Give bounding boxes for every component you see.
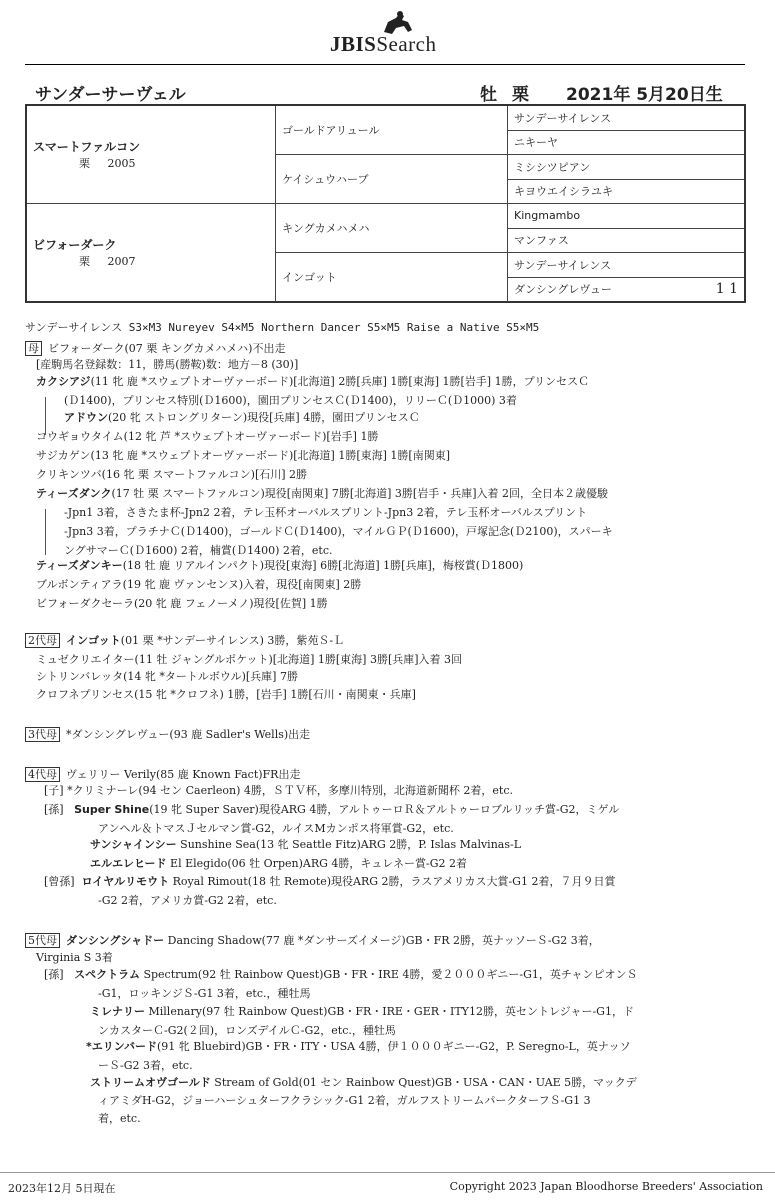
family-line <box>98 987 310 1001</box>
line-text: -G1，ロッキンジＳ-G1 3着，etc.，種牡馬 <box>98 987 311 1000</box>
family-line <box>25 768 300 782</box>
generation-tag: 4代母 <box>25 767 60 782</box>
horse-name-bold: サンシャインシー <box>90 838 177 851</box>
line-text: ングサマーＣ(Ｄ1600) 2着，楠賞(Ｄ1400) 2着，etc. <box>64 544 333 557</box>
family-line <box>36 578 361 592</box>
generation-tag: 3代母 <box>25 727 60 742</box>
line-text: (01 栗 *サンデーサイレンス) 3勝，紫苑Ｓ-Ｌ <box>120 634 345 647</box>
jbis-search-logo <box>330 10 460 55</box>
footer-copyright: Copyright 2023 Japan Bloodhorse Breeders' Association <box>449 1180 763 1193</box>
dam-cell <box>26 204 276 303</box>
line-text: (19 牝 Super Saver)現役ARG 4勝，アルトゥーロＲ＆アルトゥーロブルリッチ賞-G2，ミゲル <box>149 803 620 816</box>
family-line <box>90 857 467 871</box>
family-line <box>36 487 608 501</box>
horse-name-bold: ティーズダンク <box>36 487 112 500</box>
sire-color: 栗 <box>79 157 90 170</box>
line-text: El Elegido(06 牡 Orpen)ARG 4勝，キュレネー賞-G2 2着 <box>166 857 468 870</box>
line-text: クロフネプリンセス(15 牝 *クロフネ) 1勝，[岩手] 1勝[石川・南関東・兵庫] <box>36 688 416 701</box>
line-text: [子] *クリミナーレ(94 セン Caerleon) 4勝，ＳＴＶ杯，多摩川特別，北海道新聞杯 2着，etc. <box>44 784 513 797</box>
line-text: ビフォーダクセーラ(20 牝 鹿 フェノーメノ)現役[佐賀] 1勝 <box>36 597 328 610</box>
grandsire-cell: インゴット <box>276 253 508 303</box>
family-line <box>98 1112 141 1126</box>
family-line <box>64 525 613 539</box>
family-line <box>25 342 285 356</box>
family-line <box>64 411 420 425</box>
family-line <box>44 803 619 817</box>
header-divider <box>25 64 745 65</box>
dam-year: 2007 <box>107 255 136 268</box>
logo-text-search: Search <box>376 32 437 56</box>
line-text: アンヘル＆トマスＪセルマン賞-G2，ルイスMカンポス将軍賞-G2，etc. <box>98 822 454 835</box>
relation-label: [孫] <box>44 803 75 816</box>
great-grandsire-cell: Kingmambo <box>508 204 746 229</box>
family-line <box>86 1040 631 1054</box>
grandsire-cell: ケイシュウハーブ <box>276 155 508 204</box>
family-line <box>36 688 416 702</box>
line-text: -Jpn1 3着，さきたま杯-Jpn2 2着，テレ玉杯オーバルスプリント-Jpn3 2着，テレ玉杯オーバルスプリント <box>64 506 588 519</box>
family-line <box>98 894 277 908</box>
family-line <box>36 559 523 573</box>
line-text: *ダンシングレヴュー(93 鹿 Sadler's Wells)出走 <box>66 728 311 741</box>
great-grandsire-cell: キヨウエイシラユキ <box>508 179 746 204</box>
dam-name: ビフォーダーク <box>33 238 117 252</box>
horse-name-bold: ティーズダンキー <box>36 559 123 572</box>
family-line <box>44 875 615 889</box>
generation-tag: 5代母 <box>25 933 60 948</box>
family-line <box>36 375 589 389</box>
great-grandsire-cell: サンデーサイレンス <box>508 253 746 278</box>
family-line <box>25 634 344 648</box>
family-line <box>98 1024 396 1038</box>
family-line <box>64 544 333 558</box>
family-line <box>36 358 298 372</box>
line-text: ンカスターＣ-G2(２回)，ロンズデイルＣ-G2，etc.，種牡馬 <box>98 1024 396 1037</box>
line-text: Millenary(97 牡 Rainbow Quest)GB・FR・IRE・GER・ITY12勝，英セントレジャー-G1，ド <box>145 1005 634 1018</box>
line-text: (11 牝 鹿 *スウェプトオーヴァーボード)[北海道] 2勝[兵庫] 1勝[東海] 1勝[岩手] 1勝，プリンセスＣ <box>90 375 590 388</box>
logo-text-jbis: JBIS <box>330 32 377 56</box>
line-text: (Ｄ1400)，プリンセス特別(Ｄ1600)，園田プリンセスＣ(Ｄ1400)，リリーＣ(Ｄ1000) 3着 <box>64 394 517 407</box>
line-text: ーＳ-G2 3着，etc. <box>98 1059 193 1072</box>
family-line <box>44 968 638 982</box>
great-grandsire-cell: ニキーヤ <box>508 130 746 155</box>
horse-color: 栗 <box>512 85 529 105</box>
family-line <box>36 597 328 611</box>
family-line <box>90 838 521 852</box>
family-line <box>36 468 307 482</box>
line-text: ブルボンティアラ(19 牝 鹿 ヴァンセンヌ)入着，現役[南関東] 2勝 <box>36 578 362 591</box>
horse-name-bold: *エリンバード <box>86 1040 157 1053</box>
sire-cell <box>26 105 276 204</box>
inbreeding-summary: サンデーサイレンス S3×M3 Nureyev S4×M5 Northern Dancer S5×M5 Raise a Native S5×M5 <box>25 321 540 334</box>
line-text: サジカゲン(13 牝 鹿 *スウェプトオーヴァーボード)[北海道] 1勝[東海] 1勝[南関東] <box>36 449 450 462</box>
line-text: (17 牡 栗 スマートファルコン)現役[南関東] 7勝[北海道] 3勝[岩手・兵庫]入着 2回，全日本２歳優駿 <box>111 487 609 500</box>
family-line <box>44 784 513 798</box>
ggs-extra: 1 1 <box>715 281 738 298</box>
family-line <box>36 951 113 965</box>
relation-label: [曾孫] <box>44 875 82 888</box>
relation-label: [孫] <box>44 968 75 981</box>
tree-connector <box>45 509 46 555</box>
family-line <box>64 394 517 408</box>
line-text: (20 牝 ストロングリターン)現役[兵庫] 4勝，園田プリンセスＣ <box>108 411 420 424</box>
line-text: -G2 2着，アメリカ賞-G2 2着，etc. <box>98 894 277 907</box>
footer-divider <box>0 1172 775 1173</box>
horse-name-bold: カクシアジ <box>36 375 91 388</box>
line-text: (91 牝 Bluebird)GB・FR・ITY・USA 4勝，伊１０００ギニー-G2，P. Seregno-L，英ナッソ <box>156 1040 631 1053</box>
horse-name-bold: ダンシングシャドー <box>66 934 165 947</box>
footer-date: 2023年12月 5日現在 <box>8 1182 116 1195</box>
line-text: ィアミダH-G2，ジョーハーシュターフクラシック-G1 2着，ガルフストリームパークターフＳ-G1 3 <box>98 1094 591 1107</box>
grandsire-cell: ゴールドアリュール <box>276 105 508 155</box>
generation-tag: 母 <box>25 341 42 356</box>
line-text: [産駒馬名登録数：11，勝馬(勝鞍)数：地方－8 (30)] <box>36 358 299 371</box>
line-text: ビフォーダーク(07 栗 キングカメハメハ)不出走 <box>48 342 286 355</box>
family-line <box>36 670 298 684</box>
line-text: ヴェリリー Verily(85 鹿 Known Fact)FR出走 <box>66 768 301 781</box>
family-line <box>36 430 378 444</box>
line-text: Stream of Gold(01 セン Rainbow Quest)GB・USA・CAN・UAE 5勝，マックデ <box>210 1076 637 1089</box>
pedigree-table <box>25 104 746 303</box>
horse-name-bold: インゴット <box>66 634 121 647</box>
line-text: Dancing Shadow(77 鹿 *ダンサーズイメージ)GB・FR 2勝，英ナッソーＳ-G2 3着， <box>164 934 600 947</box>
horse-birth: 2021年 5月20日生 <box>566 85 723 105</box>
line-text: Royal Rimout(18 牡 Remote)現役ARG 2勝，ラスアメリカス大賞-G1 2着，７月９日賞 <box>169 875 616 888</box>
family-line <box>25 728 310 742</box>
line-text: シトリンバレッタ(14 牝 *タートルボウル)[兵庫] 7勝 <box>36 670 298 683</box>
great-grandsire-cell: サンデーサイレンス <box>508 105 746 130</box>
line-text: ミュゼクリエイター(11 牡 ジャングルポケット)[北海道] 1勝[東海] 3勝[兵庫]入着 3回 <box>36 653 463 666</box>
line-text: -Jpn3 3着，プラチナＣ(Ｄ1400)，ゴールドＣ(Ｄ1400)，マイルＧＰ(Ｄ1600)，戸塚記念(Ｄ2100)，スパーキ <box>64 525 613 538</box>
family-line <box>25 934 600 948</box>
horse-sex: 牡 <box>480 85 497 105</box>
horse-name-bold: ロイヤルリモウト <box>81 875 170 888</box>
line-text: クリキンツバ(16 牝 栗 スマートファルコン)[石川] 2勝 <box>36 468 308 481</box>
horse-name-bold: ストリームオヴゴールド <box>90 1076 211 1089</box>
horse-name-bold: スペクトラム <box>74 968 140 981</box>
family-line <box>90 1076 637 1090</box>
great-grandsire-cell: マンファス <box>508 228 746 253</box>
line-text: Sunshine Sea(13 牝 Seattle Fitz)ARG 2勝，P. Islas Malvinas-L <box>176 838 522 851</box>
family-line <box>90 1005 634 1019</box>
line-text: Spectrum(92 牡 Rainbow Quest)GB・FR・IRE 4勝，愛２０００ギニー-G1，英チャンピオンＳ <box>139 968 638 981</box>
horse-name-bold: ミレナリー <box>90 1005 145 1018</box>
horse-name-bold: エルエレヒード <box>90 857 167 870</box>
great-grandsire-cell: ミシシツピアン <box>508 155 746 180</box>
horse-name: サンダーサーヴェル <box>35 85 186 105</box>
grandsire-cell: キングカメハメハ <box>276 204 508 253</box>
line-text: Virginia S 3着 <box>36 951 113 964</box>
family-line <box>98 822 454 836</box>
sire-name: スマートファルコン <box>33 140 141 154</box>
family-line <box>64 506 587 520</box>
horse-name-bold: Super Shine <box>74 803 150 816</box>
generation-tag: 2代母 <box>25 633 60 648</box>
family-line <box>36 449 450 463</box>
dam-color: 栗 <box>79 255 90 268</box>
family-line <box>98 1094 591 1108</box>
family-line <box>98 1059 193 1073</box>
sire-year: 2005 <box>107 157 136 170</box>
line-text: コウギョウタイム(12 牝 芦 *スウェプトオーヴァーボード)[岩手] 1勝 <box>36 430 379 443</box>
great-grandsire-cell: ダンシングレヴュー 1 1 <box>508 277 746 302</box>
family-line <box>36 653 462 667</box>
line-text: (18 牡 鹿 リアルインパクト)現役[東海] 6勝[北海道] 1勝[兵庫]，梅桜賞(Ｄ1800) <box>122 559 524 572</box>
line-text: 着，etc. <box>98 1112 141 1125</box>
horse-name-bold: アドウン <box>64 411 108 424</box>
